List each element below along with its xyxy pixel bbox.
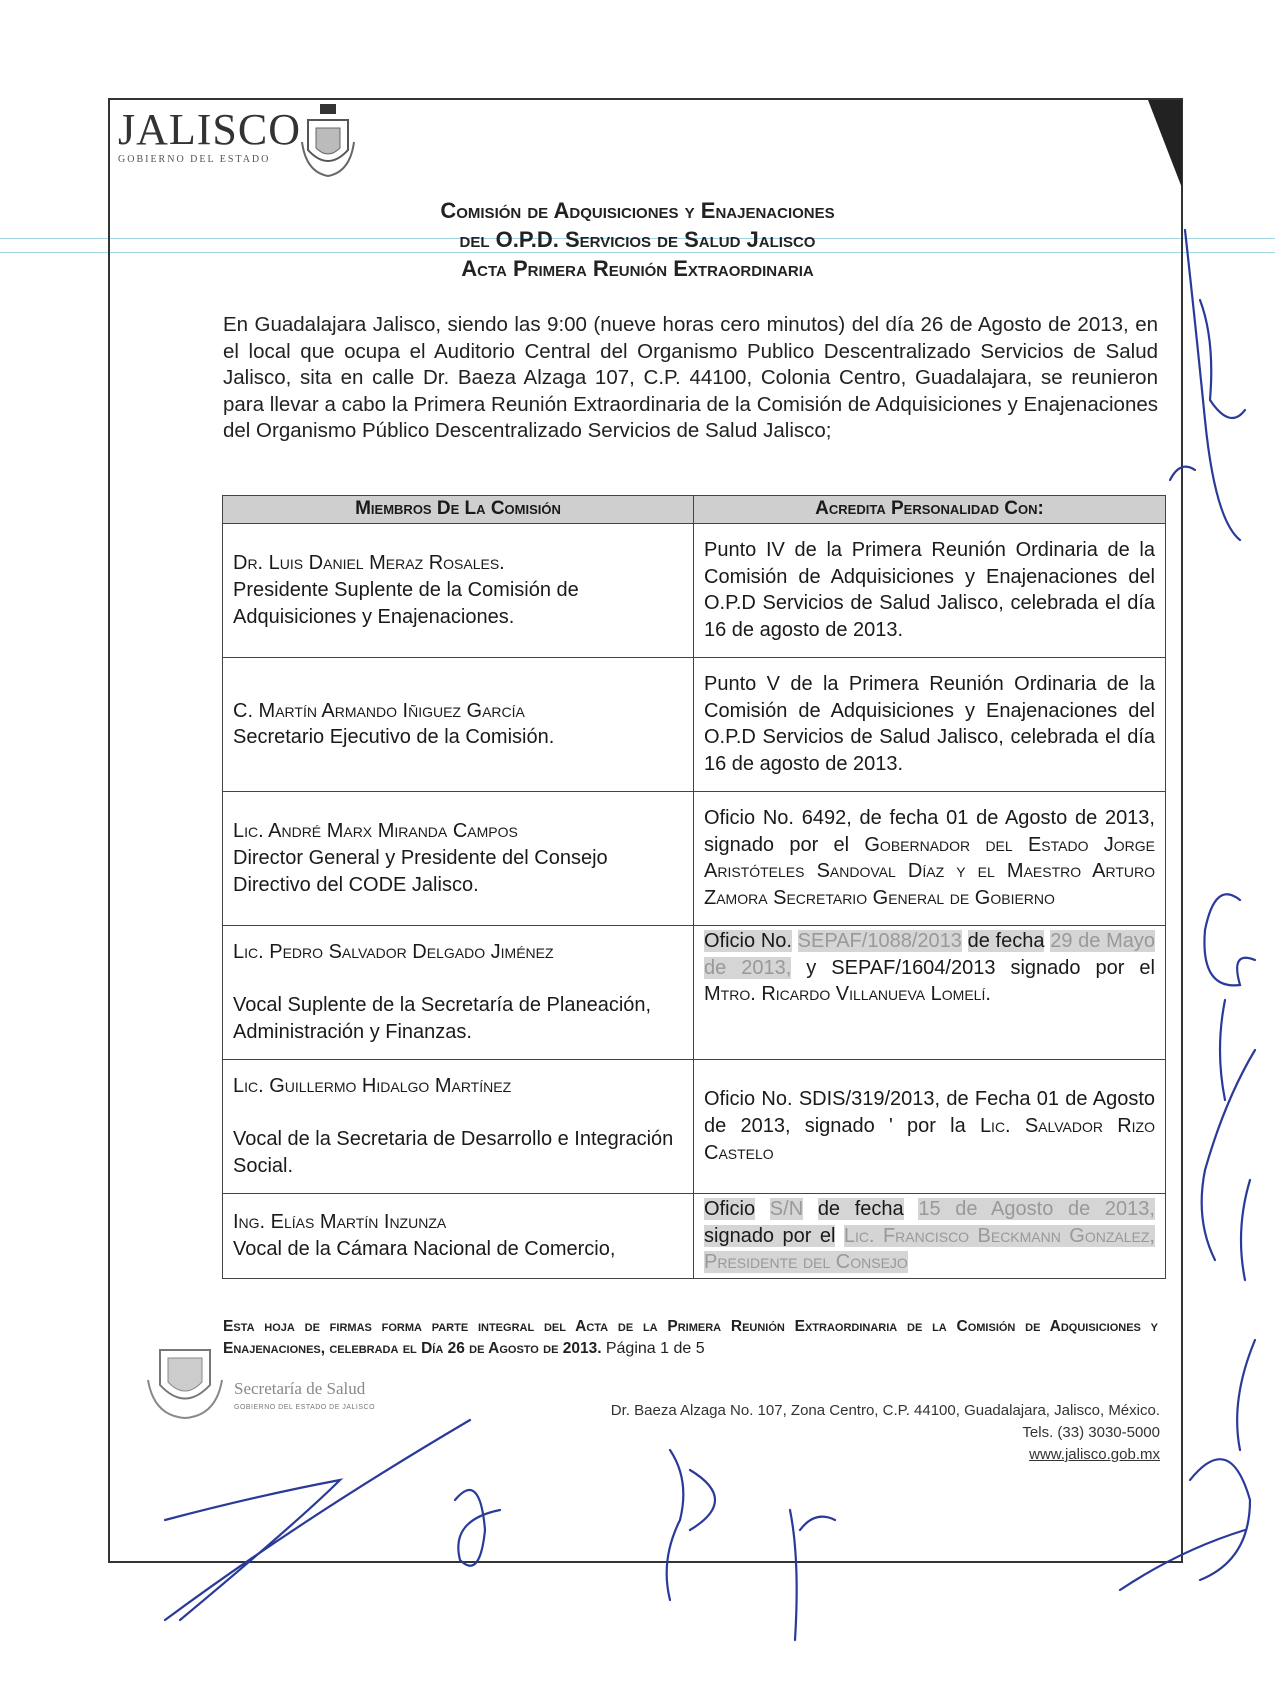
col-header-credentials: Acredita Personalidad Con: [694,496,1166,524]
note-text: Esta hoja de firmas forma parte integral del Acta de la Primera Reunión Extraordinaria de la Comisión de Adquisiciones y Enajenaciones, celebrada el Día 26 de Agosto de 2013. [223,1318,1158,1357]
title-line-2: del O.P.D. Servicios de Salud Jalisco [459,227,816,252]
member-name: C. Martín Armando Iñiguez García [233,699,525,722]
logo-word: JALISCO [118,105,302,154]
member-role: Vocal de la Secretaria de Desarrollo e Integración Social. [233,1127,674,1177]
member-role: Secretario Ejecutivo de la Comisión. [233,726,555,749]
credential-text: y SEPAF/1604/2013 signado por el [806,956,1155,979]
credential-text: Oficio [704,1197,756,1220]
credential-signer: Mtro. Ricardo Villanueva Lomelí. [704,983,991,1006]
logo-subtitle: GOBIERNO DEL ESTADO [118,154,271,165]
credential-ref: S/N [769,1197,804,1220]
credential-ref: SEPAF/1088/2013 [797,929,962,952]
member-name: Ing. Elías Martín Inzunza [233,1211,447,1234]
member-name: Lic. Guillermo Hidalgo Martínez [233,1075,512,1098]
member-role: Vocal de la Cámara Nacional de Comercio, [233,1237,616,1260]
member-role: Director General y Presidente del Consejo Directivo del CODE Jalisco. [233,846,608,896]
col-header-members: Miembros De La Comisión [223,496,694,524]
salud-logo-name: Secretaría de Salud [234,1379,366,1398]
page-number: Página 1 de 5 [605,1340,705,1357]
credential-text: de fecha [817,1197,904,1220]
credential-cell: Punto IV de la Primera Reunión Ordinaria de la Comisión de Adquisiciones y Enajenaciones del O.P.D Servicios de Salud Jalisco, celebrada el día 16 de agosto de 2013. [694,523,1166,657]
member-role: Presidente Suplente de la Comisión de Adquisiciones y Enajenaciones. [233,578,579,628]
credential-text: Oficio No. SDIS/319/2013, de Fecha 01 de Agosto de 2013, signado ' por la [704,1088,1155,1137]
title-line-1: Comisión de Adquisiciones y Enajenaciones [440,198,835,223]
credential-signer: Lic. Salvador Rizo Castelo [704,1114,1155,1164]
credential-date: 29 de Mayo de 2013, [704,929,1156,979]
website-link[interactable]: www.jalisco.gob.mx [1029,1446,1160,1463]
credential-text: signado por el [704,1224,836,1247]
phone-line: Tels. (33) 3030-5000 [1022,1424,1160,1441]
credential-text: Oficio No. [704,929,792,952]
credential-text: Oficio No. 6492, de fecha 01 de Agosto de 2013, signado por el [704,806,1155,856]
salud-logo-subtitle: GOBIERNO DEL ESTADO DE JALISCO [234,1404,376,1411]
member-name: Dr. Luis Daniel Meraz Rosales. [233,552,505,575]
member-name: Lic. André Marx Miranda Campos [233,820,518,843]
credential-cell: Punto V de la Primera Reunión Ordinaria de la Comisión de Adquisiciones y Enajenaciones del O.P.D Servicios de Salud Jalisco, celebrada el día 16 de agosto de 2013. [694,657,1166,791]
member-role: Vocal Suplente de la Secretaría de Planeación, Administración y Finanzas. [233,993,652,1043]
credential-date: 15 de Agosto de 2013, [918,1197,1155,1220]
intro-paragraph: En Guadalajara Jalisco, siendo las 9:00 (nueve horas cero minutos) del día 26 de Agosto de 2013, en el local que ocupa el Auditorio Central del Organismo Publico Descentralizado Servicios de Salud Jalisco, sita en calle Dr. Baeza Alzaga 107, C.P. 44100, Colonia Centro, Guadalajara, se reunieron para llevar a cabo la Primera Reunión Extraordinaria de la Comisión de Adquisiciones y Enajenaciones del Organismo Público Descentralizado Servicios de Salud Jalisco; [223,313,1158,442]
title-line-3: Acta Primera Reunión Extraordinaria [461,256,814,281]
member-name: Lic. Pedro Salvador Delgado Jiménez [233,941,554,964]
credential-text: de fecha [967,929,1045,952]
credential-signer: Lic. Francisco Beckmann Gonzalez, Presidente del Consejo [704,1224,1155,1274]
credential-signer: Gobernador del Estado Jorge Aristóteles Sandoval Díaz y el Maestro Arturo Zamora Secretario General de Gobierno [704,833,1155,910]
address-line: Dr. Baeza Alzaga No. 107, Zona Centro, C.P. 44100, Guadalajara, Jalisco, México. [610,1402,1160,1419]
